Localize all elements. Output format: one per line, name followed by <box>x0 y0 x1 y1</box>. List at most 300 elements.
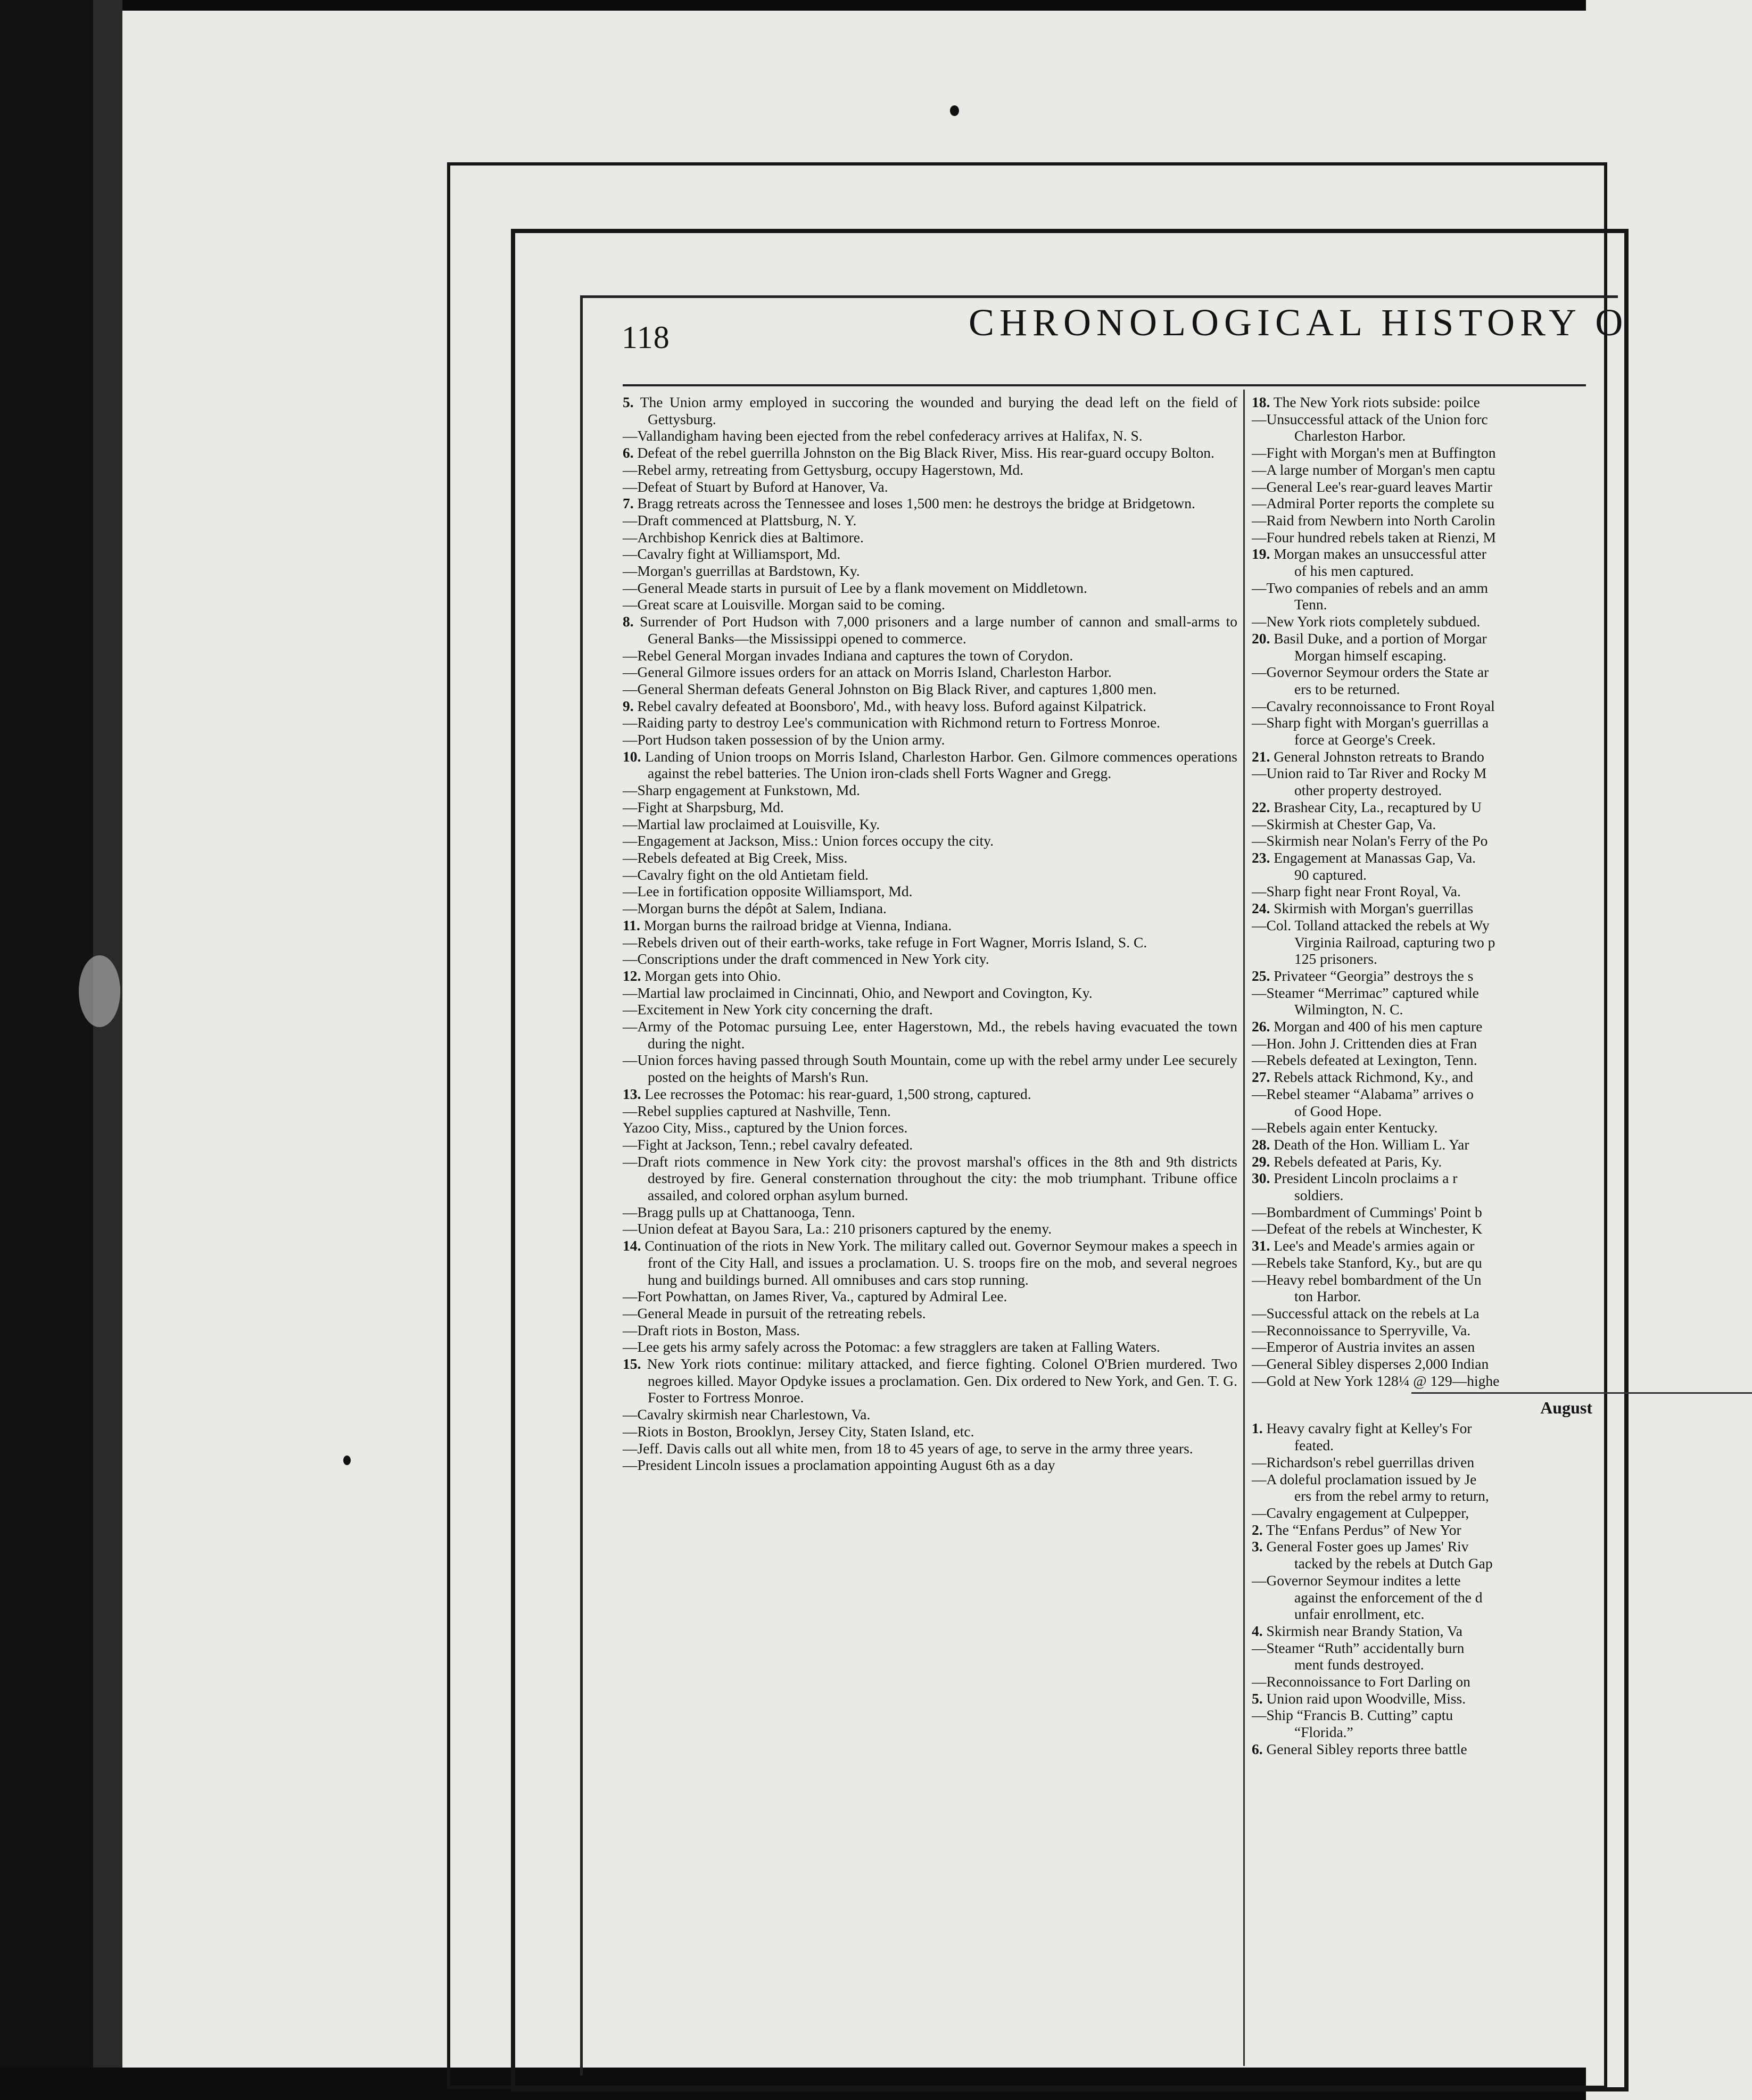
chronology-entry <box>1252 799 1592 816</box>
chronology-entry <box>1252 1001 1592 1018</box>
chronology-entry <box>623 1103 1237 1120</box>
chronology-entry <box>623 714 1237 731</box>
chronology-entry <box>623 1153 1237 1204</box>
chronology-entry <box>1252 832 1592 849</box>
entry-text: —Cavalry skirmish near Charlestown, Va. <box>623 1406 871 1423</box>
entry-text: 90 captured. <box>1294 866 1367 883</box>
chronology-entry <box>1252 1153 1592 1170</box>
chronology-entry <box>1252 1170 1592 1187</box>
entry-text: —A large number of Morgan's men captu <box>1252 461 1495 478</box>
entry-text: —Bombardment of Cummings' Point b <box>1252 1203 1482 1220</box>
chronology-entry <box>1252 1271 1592 1288</box>
entry-text: —Draft riots in Boston, Mass. <box>623 1321 800 1338</box>
entry-date: 10. <box>623 748 641 765</box>
chronology-entry <box>1252 1373 1592 1390</box>
july-entries-continued <box>1252 394 1592 1389</box>
left-column <box>623 394 1237 1474</box>
entry-text: New York riots continue: military attacked, and fierce fighting. Colonel O'Brien murdered. Two negroes killed. Mayor Opdyke issues a proclamation. Gen. Dix ordered to New York, and Gen. T. G. Foster to Fortress Monroe. <box>647 1355 1238 1406</box>
entry-text: ers from the rebel army to return, <box>1294 1487 1489 1504</box>
chronology-entry <box>1252 1103 1592 1120</box>
entry-text: —Hon. John J. Crittenden dies at Fran <box>1252 1035 1477 1052</box>
chronology-entry <box>1252 934 1592 951</box>
chronology-entry <box>623 512 1237 529</box>
chronology-entry <box>1252 917 1592 934</box>
entry-text: The Union army employed in succoring the wounded and burying the dead left on the field of Gettysburg. <box>640 394 1237 427</box>
entry-text: —Draft commenced at Plattsburg, N. Y. <box>623 511 857 528</box>
chronology-entry <box>1252 950 1592 968</box>
chronology-entry <box>1252 394 1592 411</box>
entry-text: other property destroyed. <box>1294 782 1442 799</box>
chronology-entry <box>1252 545 1592 563</box>
entry-text: General Johnston retreats to Brando <box>1274 748 1484 765</box>
chronology-entry <box>1252 427 1592 444</box>
chronology-entry <box>1252 1187 1592 1204</box>
entry-text: Union raid upon Woodville, Miss. <box>1266 1690 1466 1707</box>
chronology-entry <box>623 934 1237 951</box>
entry-text: —Riots in Boston, Brooklyn, Jersey City, Staten Island, etc. <box>623 1423 974 1440</box>
entry-text: —Governor Seymour orders the State ar <box>1252 664 1489 681</box>
entry-text: The New York riots subside: poilce <box>1273 394 1480 410</box>
chronology-entry <box>623 1119 1237 1136</box>
entry-date: 24. <box>1252 900 1270 917</box>
entry-date: 26. <box>1252 1018 1270 1035</box>
chronology-entry <box>623 545 1237 563</box>
entry-text: Defeat of the rebel guerrilla Johnston on the Big Black River, Miss. His rear-guard occupy Bolton. <box>637 444 1214 461</box>
chronology-entry <box>1252 1690 1592 1707</box>
entry-date: 5. <box>1252 1690 1263 1707</box>
entry-date: 31. <box>1252 1237 1270 1254</box>
entry-date: 5. <box>623 394 634 410</box>
entry-text: —Army of the Potomac pursuing Lee, enter Hagerstown, Md., the rebels having evacuated the town during the night. <box>623 1018 1237 1052</box>
entry-text: Morgan gets into Ohio. <box>644 967 781 984</box>
entry-text: —Defeat of the rebels at Winchester, K <box>1252 1220 1483 1237</box>
entry-date: 1. <box>1252 1420 1263 1437</box>
entry-text: —Col. Tolland attacked the rebels at Wy <box>1252 916 1490 933</box>
entry-text: Lee's and Meade's armies again or <box>1274 1237 1475 1254</box>
chronology-entry <box>623 849 1237 866</box>
entry-text: —General Gilmore issues orders for an attack on Morris Island, Charleston Harbor. <box>623 664 1112 681</box>
entry-text: Basil Duke, and a portion of Morgar <box>1274 630 1487 647</box>
chronology-entry <box>623 664 1237 681</box>
entry-date: 14. <box>623 1237 641 1254</box>
chronology-entry <box>1252 900 1592 917</box>
entry-text: —A doleful proclamation issued by Je <box>1252 1470 1477 1487</box>
entry-date: 6. <box>1252 1740 1263 1757</box>
entry-text: —Sharp fight with Morgan's guerrillas a <box>1252 714 1489 731</box>
chronology-entry <box>1252 1322 1592 1339</box>
entry-text: —Lee in fortification opposite Williamsport, Md. <box>623 883 913 900</box>
entry-text: —Archbishop Kenrick dies at Baltimore. <box>623 528 864 545</box>
page-number: 118 <box>622 320 670 355</box>
chronology-entry <box>1252 1420 1592 1437</box>
chronology-entry <box>1252 1741 1592 1758</box>
chronology-entry <box>1252 529 1592 546</box>
chronology-entry <box>1252 1538 1592 1555</box>
chronology-entry <box>1252 1454 1592 1471</box>
chronology-entry <box>1252 985 1592 1002</box>
chronology-entry <box>1252 495 1592 512</box>
chronology-entry <box>1252 647 1592 664</box>
entry-date: 13. <box>623 1085 641 1102</box>
chronology-entry <box>623 563 1237 580</box>
entry-text: —Union forces having passed through South Mountain, come up with the rebel army under Lee securely posted on the heights of Marsh's Run. <box>623 1052 1237 1086</box>
entry-text: —Heavy rebel bombardment of the Un <box>1252 1271 1482 1288</box>
chronology-entry <box>1252 1471 1592 1488</box>
chronology-entry <box>623 900 1237 917</box>
entry-text: —Union defeat at Bayou Sara, La.: 210 prisoners captured by the enemy. <box>623 1220 1052 1237</box>
entry-date: 23. <box>1252 849 1270 866</box>
chronology-entry <box>1252 1288 1592 1305</box>
chronology-entry <box>1252 596 1592 613</box>
entry-text: Charleston Harbor. <box>1294 427 1406 444</box>
entry-date: 2. <box>1252 1521 1263 1538</box>
entry-text: Engagement at Manassas Gap, Va. <box>1274 849 1476 866</box>
chronology-entry <box>623 1288 1237 1305</box>
entry-date: 3. <box>1252 1538 1263 1555</box>
entry-date: 9. <box>623 697 634 714</box>
chronology-entry <box>1252 1673 1592 1690</box>
chronology-entry <box>1252 1555 1592 1572</box>
entry-text: Virginia Railroad, capturing two p <box>1294 933 1495 950</box>
month-heading: August <box>1540 1398 1592 1418</box>
chronology-entry <box>1252 1305 1592 1322</box>
entry-text: —Rebel General Morgan invades Indiana and captures the town of Corydon. <box>623 647 1073 664</box>
chronology-entry <box>1252 1707 1592 1724</box>
chronology-entry <box>1252 1136 1592 1153</box>
chronology-entry <box>623 782 1237 799</box>
scan-top-edge <box>0 0 1586 11</box>
entry-text: Morgan makes an unsuccessful atter <box>1274 545 1486 563</box>
entry-text: Wilmington, N. C. <box>1294 1001 1403 1018</box>
entry-text: —Union raid to Tar River and Rocky M <box>1252 765 1487 782</box>
ink-speck <box>950 105 959 116</box>
entry-text: Brashear City, La., recaptured by U <box>1274 798 1482 815</box>
entry-text: Death of the Hon. William L. Yar <box>1274 1136 1469 1153</box>
chronology-entry <box>623 681 1237 698</box>
entry-text: —Sharp engagement at Funkstown, Md. <box>623 782 861 799</box>
entry-date: 25. <box>1252 967 1270 984</box>
entry-text: Rebel cavalry defeated at Boonsboro', Md., with heavy loss. Buford against Kilpatrick. <box>637 697 1147 714</box>
chronology-entry <box>1252 1069 1592 1086</box>
entry-date: 11. <box>623 916 640 933</box>
entry-text: —General Sibley disperses 2,000 Indian <box>1252 1355 1489 1373</box>
chronology-entry <box>1252 714 1592 731</box>
chronology-entry <box>1252 883 1592 900</box>
entry-date: 8. <box>623 613 634 630</box>
chronology-entry <box>1252 1237 1592 1254</box>
chronology-entry <box>1252 1119 1592 1136</box>
chronology-entry <box>623 985 1237 1002</box>
entry-text: Lee recrosses the Potomac: his rear-guard, 1,500 strong, captured. <box>644 1085 1031 1102</box>
chronology-entry <box>1252 478 1592 495</box>
entry-date: 6. <box>623 444 634 461</box>
entry-text: —Rebels defeated at Lexington, Tenn. <box>1252 1052 1477 1069</box>
entry-text: President Lincoln proclaims a r <box>1274 1170 1458 1187</box>
chronology-entry <box>1252 765 1592 782</box>
entry-date: 28. <box>1252 1136 1270 1153</box>
entry-text: feated. <box>1294 1437 1334 1454</box>
entry-date: 21. <box>1252 748 1270 765</box>
entry-text: —Raiding party to destroy Lee's communication with Richmond return to Fortress Monroe. <box>623 714 1161 731</box>
entry-text: —Martial law proclaimed in Cincinnati, Ohio, and Newport and Covington, Ky. <box>623 984 1093 1001</box>
entry-text: —Successful attack on the rebels at La <box>1252 1304 1480 1321</box>
entry-text: —Rebels defeated at Big Creek, Miss. <box>623 849 848 866</box>
chronology-entry <box>623 731 1237 748</box>
chronology-entry <box>1252 1018 1592 1035</box>
chronology-entry <box>623 917 1237 934</box>
entry-text: —Bragg pulls up at Chattanooga, Tenn. <box>623 1203 855 1220</box>
entry-text: —Steamer “Ruth” accidentally burn <box>1252 1639 1465 1656</box>
chronology-entry <box>1252 1623 1592 1640</box>
entry-text: Bragg retreats across the Tennessee and loses 1,500 men: he destroys the bridge at Bridgetown. <box>637 495 1195 512</box>
entry-text: —Port Hudson taken possession of by the Union army. <box>623 731 945 748</box>
entry-text: —Excitement in New York city concerning the draft. <box>623 1001 933 1018</box>
entry-text: tacked by the rebels at Dutch Gap <box>1294 1555 1493 1572</box>
chronology-entry <box>1252 1338 1592 1355</box>
chronology-entry <box>623 832 1237 849</box>
entry-text: —Two companies of rebels and an amm <box>1252 579 1489 596</box>
chronology-entry <box>623 647 1237 664</box>
entry-text: Continuation of the riots in New York. The military called out. Governor Seymour makes a speech in front of the City Hall, and issues a proclamation. U. S. troops fire on the mob, and several negroes hung and buildings burned. All omnibuses and cars stop running. <box>644 1237 1237 1288</box>
entry-text: Rebels attack Richmond, Ky., and <box>1274 1069 1473 1086</box>
entry-text: ers to be returned. <box>1294 680 1400 697</box>
chronology-entry <box>623 1001 1237 1018</box>
chronology-entry <box>1252 664 1592 681</box>
entry-text: Skirmish with Morgan's guerrillas <box>1274 900 1474 917</box>
entry-text: —Skirmish near Nolan's Ferry of the Po <box>1252 832 1488 849</box>
entry-text: unfair enrollment, etc. <box>1294 1606 1425 1623</box>
entry-date: 20. <box>1252 630 1270 647</box>
chronology-entry <box>1252 1220 1592 1237</box>
entry-text: —Gold at New York 128¼ @ 129—highe <box>1252 1372 1500 1389</box>
entry-text: —Great scare at Louisville. Morgan said to be coming. <box>623 596 945 613</box>
entry-text: ton Harbor. <box>1294 1288 1361 1305</box>
entry-text: —Emperor of Austria invites an assen <box>1252 1338 1475 1355</box>
entry-text: —Reconnoissance to Fort Darling on <box>1252 1673 1470 1690</box>
chronology-entry <box>1252 968 1592 985</box>
month-heading-rule <box>1411 1392 1752 1394</box>
entry-text: —Reconnoissance to Sperryville, Va. <box>1252 1321 1471 1338</box>
chronology-entry <box>1252 1086 1592 1103</box>
chronology-entry <box>623 1457 1237 1474</box>
chronology-entry <box>623 698 1237 715</box>
august-entries <box>1252 1420 1592 1757</box>
entry-text: —Cavalry fight on the old Antietam field. <box>623 866 869 883</box>
entry-text: —Unsuccessful attack of the Union forc <box>1252 410 1488 427</box>
entry-date: 15. <box>623 1355 641 1373</box>
entry-text: —General Lee's rear-guard leaves Martir <box>1252 478 1492 495</box>
entry-text: against the enforcement of the d <box>1294 1589 1483 1606</box>
chronology-entry <box>623 461 1237 478</box>
chronology-entry <box>1252 1724 1592 1741</box>
chronology-entry <box>1252 782 1592 799</box>
entry-text: —Rebel supplies captured at Nashville, Tenn. <box>623 1102 891 1119</box>
entry-text: —Conscriptions under the draft commenced in New York city. <box>623 950 989 968</box>
chronology-entry <box>1252 1052 1592 1069</box>
chronology-entry <box>1252 1504 1592 1522</box>
chronology-entry <box>623 444 1237 461</box>
entry-text: —Rebels driven out of their earth-works, take refuge in Fort Wagner, Morris Island, S. C. <box>623 933 1147 950</box>
chronology-entry <box>1252 613 1592 630</box>
chronology-entry <box>623 799 1237 816</box>
entry-date: 4. <box>1252 1622 1263 1639</box>
entry-date: 30. <box>1252 1170 1270 1187</box>
chronology-entry <box>623 1355 1237 1406</box>
chronology-entry <box>623 495 1237 512</box>
chronology-entry <box>623 596 1237 613</box>
entry-text: —Raid from Newbern into North Carolin <box>1252 511 1495 528</box>
scan-left-edge-wear <box>93 0 122 2100</box>
chronology-entry <box>623 1052 1237 1085</box>
entry-text: —Rebel steamer “Alabama” arrives o <box>1252 1085 1474 1102</box>
entry-text: Rebels defeated at Paris, Ky. <box>1274 1153 1442 1170</box>
chronology-entry <box>1252 1656 1592 1673</box>
entry-text: —Rebels again enter Kentucky. <box>1252 1119 1438 1136</box>
chronology-entry <box>623 1322 1237 1339</box>
chronology-entry <box>1252 1606 1592 1623</box>
chronology-entry <box>623 1440 1237 1457</box>
chronology-entry <box>623 613 1237 647</box>
chronology-entry <box>1252 1254 1592 1271</box>
chronology-entry <box>1252 512 1592 529</box>
entry-text: Yazoo City, Miss., captured by the Union forces. <box>623 1119 908 1136</box>
chronology-entry <box>1252 849 1592 866</box>
entry-text: —Steamer “Merrimac” captured while <box>1252 984 1479 1001</box>
chronology-entry <box>623 1204 1237 1221</box>
entry-text: —General Meade starts in pursuit of Lee by a flank movement on Middletown. <box>623 579 1087 596</box>
entry-text: —Governor Seymour indites a lette <box>1252 1572 1461 1589</box>
entry-text: ment funds destroyed. <box>1294 1656 1424 1673</box>
entry-text: Privateer “Georgia” destroys the s <box>1274 967 1474 984</box>
chronology-entry <box>1252 1640 1592 1657</box>
entry-text: —Fight at Sharpsburg, Md. <box>623 798 784 815</box>
entry-date: 27. <box>1252 1069 1270 1086</box>
chronology-entry <box>1252 563 1592 580</box>
chronology-entry <box>623 1423 1237 1440</box>
chronology-entry <box>1252 580 1592 597</box>
entry-text: Morgan himself escaping. <box>1294 647 1447 664</box>
entry-date: 7. <box>623 495 634 512</box>
entry-text: —President Lincoln issues a proclamation appointing August 6th as a day <box>623 1457 1055 1474</box>
chronology-entry <box>1252 444 1592 461</box>
chronology-entry <box>1252 816 1592 833</box>
chronology-entry <box>623 1305 1237 1322</box>
chronology-entry <box>623 816 1237 833</box>
chronology-entry <box>1252 461 1592 478</box>
entry-text: —Cavalry engagement at Culpepper, <box>1252 1504 1469 1521</box>
entry-text: —Lee gets his army safely across the Potomac: a few stragglers are taken at Falling Waters. <box>623 1338 1160 1355</box>
chronology-entry <box>623 1237 1237 1288</box>
entry-text: Landing of Union troops on Morris Island, Charleston Harbor. Gen. Gilmore commences operations against the rebel batteries. The Union iron-clads shell Forts Wagner and Gregg. <box>645 748 1237 782</box>
entry-text: —Morgan burns the dépôt at Salem, Indiana. <box>623 900 887 917</box>
chronology-entry <box>623 427 1237 444</box>
chronology-entry <box>1252 411 1592 428</box>
entry-text: —Fight at Jackson, Tenn.; rebel cavalry defeated. <box>623 1136 913 1153</box>
entry-text: —Vallandigham having been ejected from the rebel confederacy arrives at Halifax, N. S. <box>623 427 1143 444</box>
chronology-entry <box>623 1018 1237 1052</box>
entry-date: 18. <box>1252 394 1270 410</box>
entry-text: —Cavalry fight at Williamsport, Md. <box>623 545 841 563</box>
entry-text: force at George's Creek. <box>1294 731 1436 748</box>
chronology-entry <box>1252 681 1592 698</box>
running-title: CHRONOLOGICAL HISTORY O <box>969 301 1629 344</box>
entry-text: —Richardson's rebel guerrillas driven <box>1252 1453 1475 1470</box>
entry-text: General Sibley reports three battle <box>1266 1740 1467 1757</box>
scan-dust-spot <box>79 955 120 1027</box>
entry-text: The “Enfans Perdus” of New Yor <box>1266 1521 1461 1538</box>
entry-date: 29. <box>1252 1153 1270 1170</box>
entry-text: —Skirmish at Chester Gap, Va. <box>1252 815 1436 832</box>
chronology-entry <box>1252 1035 1592 1052</box>
chronology-entry <box>1252 1522 1592 1539</box>
chronology-entry <box>623 580 1237 597</box>
chronology-entry <box>623 968 1237 985</box>
entry-text: soldiers. <box>1294 1187 1344 1204</box>
chronology-entry <box>623 1220 1237 1237</box>
chronology-entry <box>623 950 1237 968</box>
entry-text: “Florida.” <box>1294 1724 1353 1741</box>
entry-text: —Rebel army, retreating from Gettysburg, occupy Hagerstown, Md. <box>623 461 1024 478</box>
chronology-entry <box>623 866 1237 883</box>
chronology-entry <box>623 1086 1237 1103</box>
entry-text: —Ship “Francis B. Cutting” captu <box>1252 1707 1453 1724</box>
chronology-entry <box>623 478 1237 495</box>
chronology-entry <box>1252 1355 1592 1373</box>
entry-text: Skirmish near Brandy Station, Va <box>1266 1622 1462 1639</box>
chronology-entry <box>623 1136 1237 1153</box>
entry-text: —Morgan's guerrillas at Bardstown, Ky. <box>623 563 860 580</box>
chronology-entry <box>1252 731 1592 748</box>
entry-text: of his men captured. <box>1294 563 1414 580</box>
chronology-entry <box>1252 1572 1592 1589</box>
entry-text: —Draft riots commence in New York city: the provost marshal's offices in the 8th and 9th districts destroyed by fire. General consternation throughout the city: the mob triumphant. Tribune office assailed, and colored orphan asylum burned. <box>623 1153 1237 1204</box>
entry-text: of Good Hope. <box>1294 1102 1382 1119</box>
entry-text: —Martial law proclaimed at Louisville, Ky. <box>623 815 880 832</box>
ink-speck <box>343 1456 351 1465</box>
right-column <box>1252 394 1592 1758</box>
entry-text: —Rebels take Stanford, Ky., but are qu <box>1252 1254 1482 1271</box>
chronology-entry <box>1252 1589 1592 1606</box>
entry-text: —Fight with Morgan's men at Buffington <box>1252 444 1496 461</box>
chronology-entry <box>1252 748 1592 765</box>
entry-text: —Sharp fight near Front Royal, Va. <box>1252 883 1461 900</box>
entry-text: —Admiral Porter reports the complete su <box>1252 495 1494 512</box>
entry-date: 12. <box>623 967 641 984</box>
chronology-entry <box>623 1338 1237 1355</box>
entry-text: General Foster goes up James' Riv <box>1266 1538 1469 1555</box>
entry-text: —Defeat of Stuart by Buford at Hanover, Va. <box>623 478 888 495</box>
entry-date: 22. <box>1252 798 1270 815</box>
chronology-entry <box>623 1406 1237 1423</box>
chronology-entry <box>1252 1487 1592 1504</box>
header-rule <box>623 384 1586 386</box>
entry-text: —Four hundred rebels taken at Rienzi, M <box>1252 528 1496 545</box>
chronology-entry <box>623 394 1237 427</box>
entry-text: Morgan and 400 of his men capture <box>1274 1018 1483 1035</box>
entry-text: —Cavalry reconnoissance to Front Royal <box>1252 697 1495 714</box>
chronology-entry <box>1252 1437 1592 1454</box>
entry-text: —Engagement at Jackson, Miss.: Union forces occupy the city. <box>623 832 994 849</box>
entry-text: Morgan burns the railroad bridge at Vienna, Indiana. <box>643 916 952 933</box>
entry-date: 19. <box>1252 545 1270 563</box>
entry-text: —Jeff. Davis calls out all white men, from 18 to 45 years of age, to serve in the army three years. <box>623 1440 1193 1457</box>
entry-text: Surrender of Port Hudson with 7,000 prisoners and a large number of cannon and small-arms to General Banks—the Mississippi opened to commerce. <box>640 613 1238 647</box>
entry-text: —Fort Powhattan, on James River, Va., captured by Admiral Lee. <box>623 1288 1007 1305</box>
chronology-entry <box>1252 630 1592 647</box>
entry-text: Heavy cavalry fight at Kelley's For <box>1266 1420 1472 1437</box>
chronology-entry <box>623 529 1237 546</box>
entry-text: Tenn. <box>1294 596 1327 613</box>
